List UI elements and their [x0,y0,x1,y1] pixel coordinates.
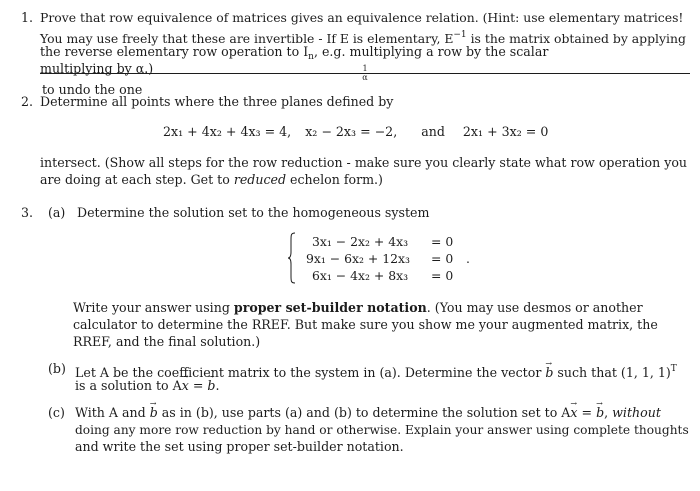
part-c-line-2: doing any more row reduction by hand or otherwise. Explain your answer using complete thoughts [75,423,689,437]
part-b-label: (b) [48,361,66,376]
problem-1-line-2: You may use freely that these are invertible - If E is elementary, $E^{-1}$ is the matrix obtained by applying [40,30,686,46]
fraction-one-over-alpha: 1 α [40,65,690,82]
equation-and: and [421,124,445,139]
system-brace [287,232,296,284]
plane-equations [163,124,548,140]
part-a-intro: Determine the solution set to the homogeneous system [77,205,430,220]
system-period: . [466,251,470,266]
problem-2-line-1: intersect. (Show all steps for the row reduction - make sure you clearly state what row operation you [40,155,688,170]
problem-number: 2. [21,94,34,109]
problem-1-line-4: multiplying by α.) [40,61,154,76]
system-rhs: = 0 [431,251,454,266]
part-a-label: (a) [48,205,66,220]
part-c-line-1: With A and b → as in (b), use parts (a) and (b) to determine the solution set to Ax → = b →, without [75,405,661,421]
part-b-line-2: is a solution to Ax → = b →. [75,378,219,394]
equation-a: 2x₁ + 4x₂ + 4x₃ = 4, [163,124,292,139]
problem-2-line-2: are doing at each step. Get to reduced echelon form.) [40,172,383,187]
problem-number: 3. [21,205,34,220]
equation-c: 2x₁ + 3x₂ = 0 [462,124,549,139]
part-a-line-2: calculator to determine the RREF. But make sure you show me your augmented matrix, the [73,317,658,332]
part-a-line-3: RREF, and the final solution.) [73,334,261,349]
part-a-line-1: Write your answer using proper set-builder notation. (You may use desmos or another [73,300,643,315]
system-rhs: = 0 [431,268,454,283]
system-row: 9x₁ − 6x₂ + 12x₃ [306,251,410,266]
problem-number: 1. [21,10,34,25]
problem-1-line-1: Prove that row equivalence of matrices gives an equivalence relation. (Hint: use elementary matrices! [40,10,684,25]
problem-1-line-3: the reverse elementary row operation to $I_n$, e.g. multiplying a row by the scalar $_{1 \alpha}$ to undo the one [40,44,690,101]
part-c-line-3: and write the set using proper set-builder notation. [75,439,404,454]
system-row: 3x₁ − 2x₂ + 4x₃ [312,234,409,249]
system-rhs: = 0 [431,234,454,249]
system-row: 6x₁ − 4x₂ + 8x₃ [312,268,409,283]
part-b-line-1: Let A be the coefficient matrix to the system in (a). Determine the vector b → such that (1, 1, 1)$^T$ [75,361,677,381]
equation-b: x₂ − 2x₃ = −2, [305,124,398,139]
problem-2-intro: Determine all points where the three planes defined by [40,94,394,109]
part-c-label: (c) [48,405,65,420]
